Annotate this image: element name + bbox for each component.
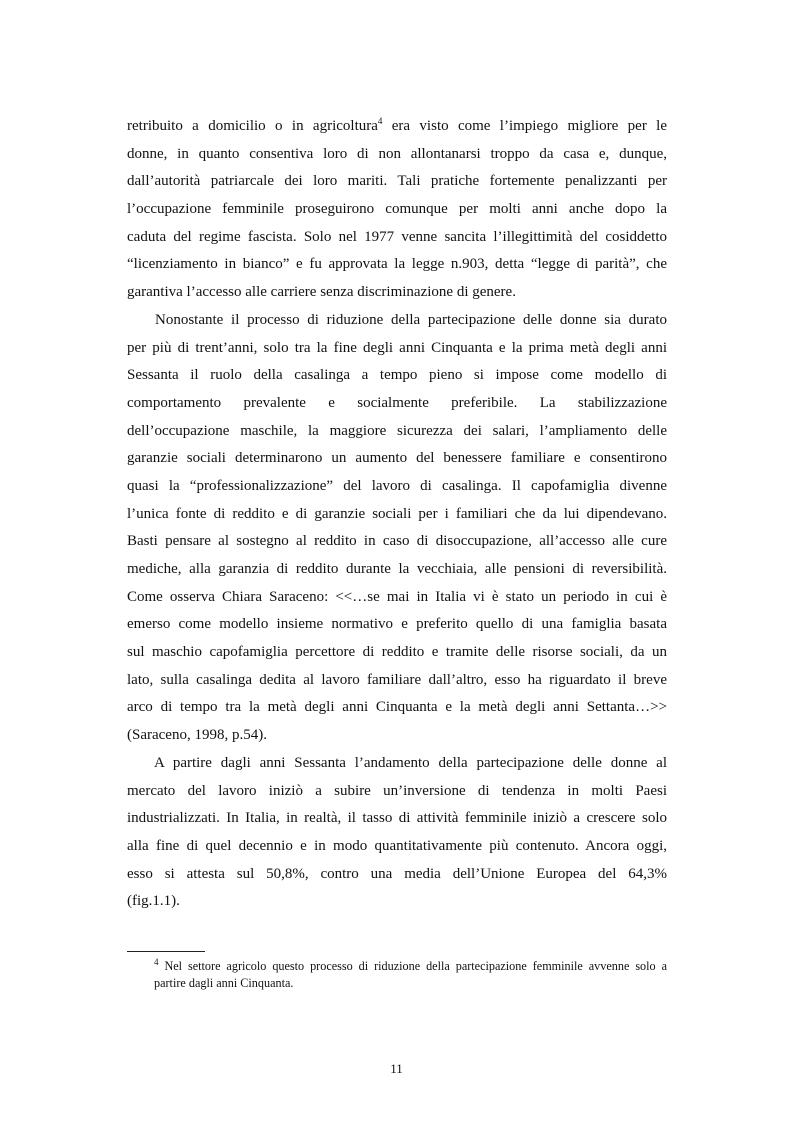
body-line: Sessanta il ruolo della casalinga a tempo pieno si impose come modello di: [127, 367, 667, 384]
body-line: arco di tempo tra la metà degli anni Cinquanta e la metà degli anni Settanta…>>: [127, 699, 667, 716]
footnote-reference: 4: [377, 116, 383, 126]
body-line: industrializzati. In Italia, in realtà, il tasso di attività femminile iniziò a crescere solo: [127, 810, 667, 827]
body-line: caduta del regime fascista. Solo nel 1977 venne sancita l’illegittimità del cosiddetto: [127, 228, 667, 245]
body-line: alla fine di quel decennio e in modo quantitativamente più contenuto. Ancora oggi,: [127, 837, 667, 854]
body-line: mercato del lavoro iniziò a subire un’inversione di tendenza in molti Paesi: [127, 782, 667, 799]
body-line: quasi la “professionalizzazione” del lavoro di casalinga. Il capofamiglia divenne: [127, 477, 667, 494]
body-line: “licenziamento in bianco” e fu approvata la legge n.903, detta “legge di parità”, che: [127, 256, 667, 273]
body-line: sul maschio capofamiglia percettore di reddito e tramite delle risorse sociali, da un: [127, 644, 667, 661]
body-line: dell’occupazione maschile, la maggiore sicurezza dei salari, l’ampliamento delle: [127, 422, 667, 439]
body-line: retribuito a domicilio o in agricoltura$^4$ era visto come l’impiego migliore per le: [127, 116, 668, 134]
footnote: [154, 958, 667, 992]
body-line: emerso come modello insieme normativo e preferito quello di una famiglia basata: [127, 616, 667, 633]
body-line: per più di trent’anni, solo tra la fine degli anni Cinquanta e la prima metà degli anni: [127, 339, 667, 356]
body-line: (fig.1.1).: [127, 893, 180, 910]
body-line: Basti pensare al sostegno al reddito in caso di disoccupazione, all’accesso alle cure: [127, 533, 667, 550]
paragraph-start-line: A partire dagli anni Sessanta l’andamento della partecipazione delle donne al: [154, 754, 667, 771]
body-line: l’unica fonte di reddito e di garanzie sociali per i familiari che da lui dipendevano.: [127, 505, 667, 522]
body-line: l’occupazione femminile proseguirono comunque per molti anni anche dopo la: [127, 201, 667, 218]
footnote-marker: 4: [154, 956, 159, 967]
body-text: [127, 113, 667, 916]
page-number: 11: [390, 1061, 403, 1076]
body-line: mediche, alla garanzia di reddito durante la vecchiaia, alle pensioni di reversibilità.: [127, 561, 667, 577]
body-line: garantiva l’accesso alle carriere senza discriminazione di genere.: [127, 284, 516, 301]
footnote-divider: [127, 951, 205, 952]
footnote-line: partire dagli anni Cinquanta.: [154, 976, 294, 990]
body-line: garanzie sociali determinarono un aumento del benessere familiare e consentirono: [127, 450, 667, 467]
body-line: esso si attesta sul 50,8%, contro una media dell’Unione Europea del 64,3%: [127, 865, 667, 882]
body-line: (Saraceno, 1998, p.54).: [127, 727, 267, 744]
body-line: comportamento prevalente e socialmente preferibile. La stabilizzazione: [127, 394, 667, 411]
body-line: dall’autorità patriarcale dei loro mariti. Tali pratiche fortemente penalizzanti per: [127, 173, 667, 190]
footnote-line: $^4$ Nel settore agricolo questo processo di riduzione della partecipazione femminile avvenne solo a: [154, 956, 667, 973]
body-line: donne, in quanto consentiva loro di non allontanarsi troppo da casa e, dunque,: [127, 145, 667, 162]
body-line: Come osserva Chiara Saraceno: <<…se mai in Italia vi è stato un periodo in cui è: [127, 588, 667, 605]
paragraph-start-line: Nonostante il processo di riduzione della partecipazione delle donne sia durato: [155, 311, 667, 328]
body-line: lato, sulla casalinga dedita al lavoro familiare dall’altro, esso ha riguardato il breve: [127, 671, 667, 688]
